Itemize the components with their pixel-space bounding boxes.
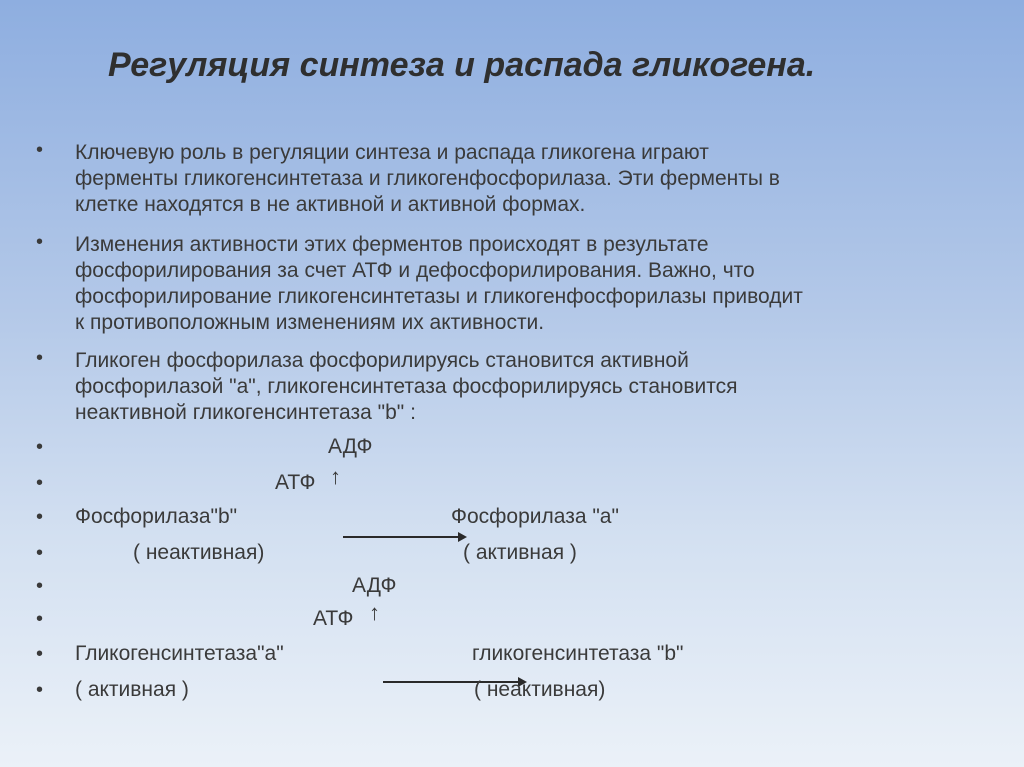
reaction-arrow-icon (343, 536, 465, 538)
paragraph-line: ферменты гликогенсинтетаза и гликогенфосфорилаза. Эти ферменты в (75, 167, 780, 190)
state-left: ( активная ) (75, 678, 189, 701)
state-left: ( неактивная) (133, 541, 265, 564)
paragraph-line: фосфорилирования за счет АТФ и дефосфорилирования. Важно, что (75, 259, 755, 282)
atp-label: АТФ (313, 607, 354, 630)
bullet: • (36, 506, 44, 528)
paragraph-line: фосфорилирование гликогенсинтетазы и гликогенфосфорилазы приводит (75, 285, 803, 308)
atp-label: АТФ (275, 471, 316, 494)
bullet: • (36, 679, 44, 701)
enzyme-left: Фосфорилаза"b" (75, 505, 238, 528)
paragraph-line: Гликоген фосфорилаза фосфорилируясь становится активной (75, 349, 689, 372)
bullet: • (36, 231, 44, 253)
paragraph-line: Изменения активности этих ферментов происходят в результате (75, 233, 709, 256)
bullet: • (36, 347, 44, 369)
enzyme-right: гликогенсинтетаза "b" (472, 642, 684, 665)
enzyme-right: Фосфорилаза "а" (451, 505, 619, 528)
bullet: • (36, 608, 44, 630)
adp-label: АДФ (328, 435, 373, 458)
up-arrow-icon: ↑ (330, 464, 341, 489)
bullet: • (36, 472, 44, 494)
bullet: • (36, 542, 44, 564)
bullet: • (36, 643, 44, 665)
state-right: ( активная ) (463, 541, 577, 564)
up-arrow-icon: ↑ (369, 600, 380, 625)
enzyme-left: Гликогенсинтетаза"а" (75, 642, 284, 665)
paragraph-line: клетке находятся в не активной и активной формах. (75, 193, 586, 216)
bullet: • (36, 139, 44, 161)
paragraph-1 (75, 140, 995, 218)
paragraph-line: к противоположным изменениям их активности. (75, 311, 545, 334)
state-right: ( неактивная) (474, 678, 606, 701)
paragraph-line: фосфорилазой "а", гликогенсинтетаза фосфорилируясь становится (75, 375, 738, 398)
paragraph-2 (75, 232, 995, 336)
adp-label: АДФ (352, 574, 397, 597)
paragraph-line: неактивной гликогенсинтетаза "b" : (75, 401, 416, 424)
slide-title: Регуляция синтеза и распада гликогена. (108, 46, 816, 84)
bullet: • (36, 436, 44, 458)
paragraph-line: Ключевую роль в регуляции синтеза и распада гликогена играют (75, 141, 709, 164)
paragraph-3 (75, 348, 995, 426)
bullet: • (36, 575, 44, 597)
